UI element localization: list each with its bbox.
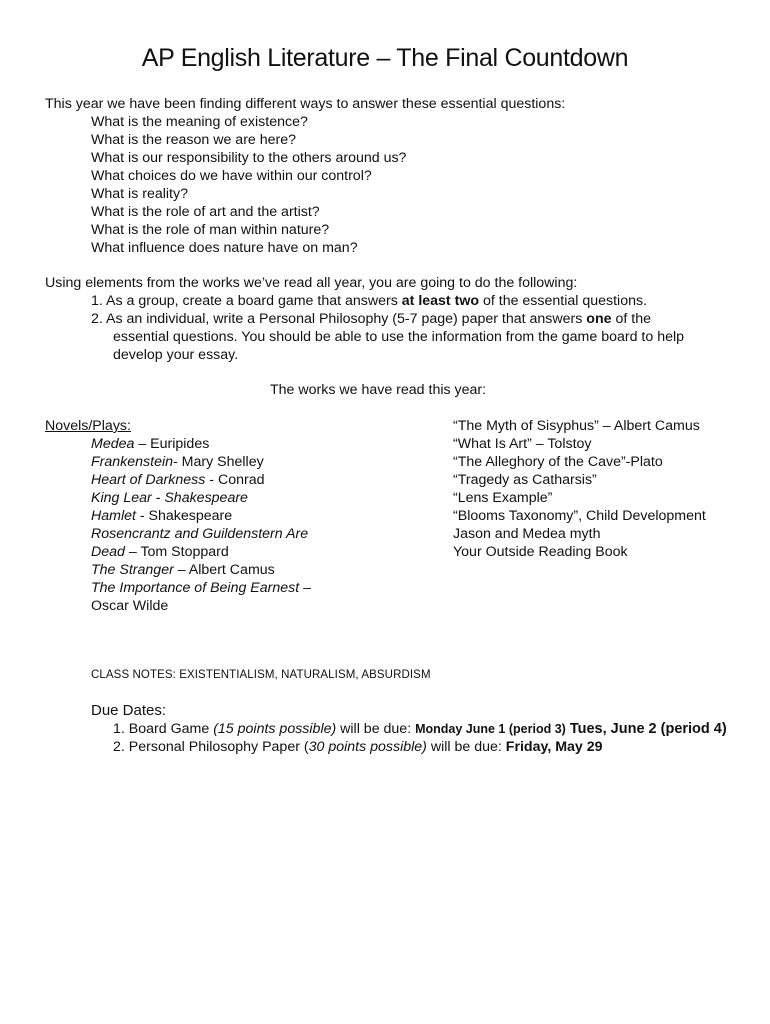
intro-text: This year we have been finding different ways to answer these essential questions:	[45, 96, 566, 112]
question-item: What is the reason we are here?	[91, 132, 297, 148]
novel-author: - Conrad	[205, 472, 265, 488]
task-text: of the essential questions.	[479, 293, 648, 309]
novel-author: – Euripides	[134, 436, 210, 452]
novel-author: – Albert Camus	[173, 562, 275, 578]
due-text: Personal Philosophy Paper (	[128, 739, 309, 755]
novel-author: – Tom Stoppard	[124, 544, 229, 560]
question-item: What choices do we have within our control?	[91, 168, 372, 184]
task-text: As a group, create a board game that answers	[106, 293, 402, 309]
due-points: 30 points possible)	[308, 739, 427, 755]
novel-title: Rosencrantz and Guildenstern Are	[91, 526, 309, 542]
task-number: 2.	[91, 311, 103, 327]
task-emphasis: one	[586, 311, 612, 327]
novel-title: Hamlet	[91, 508, 136, 524]
novel-author: Oscar Wilde	[91, 598, 169, 614]
novel-item	[91, 561, 275, 579]
due-date-small: Monday June 1 (period 3)	[415, 722, 566, 736]
due-date: Tues, June 2 (period 4)	[565, 721, 727, 737]
due-text: will be due:	[336, 721, 416, 737]
other-work-item: “The Alleghory of the Cave”-Plato	[453, 454, 663, 470]
instructions-text: Using elements from the works we’ve read all year, you are going to do the following:	[45, 275, 578, 291]
question-item: What is our responsibility to the others around us?	[91, 150, 407, 166]
novel-item	[91, 471, 264, 489]
question-item: What is reality?	[91, 186, 188, 202]
due-number: 2.	[113, 739, 125, 755]
task-emphasis: at least two	[401, 293, 480, 309]
novel-item	[91, 489, 248, 507]
due-date: Friday, May 29	[505, 739, 603, 755]
novel-item	[91, 597, 168, 615]
question-item: What is the role of art and the artist?	[91, 204, 320, 220]
novel-item	[91, 435, 209, 453]
task-item-2	[91, 310, 651, 328]
other-work-item: “Blooms Taxonomy”, Child Development	[453, 508, 706, 524]
other-work-item: “The Myth of Sisyphus” – Albert Camus	[453, 418, 700, 434]
due-text: Board Game	[128, 721, 214, 737]
novel-title: Frankenstein	[91, 454, 174, 470]
task-number: 1.	[91, 293, 103, 309]
novel-item	[91, 543, 229, 561]
novel-author: –	[299, 580, 312, 596]
task-item-2-cont: essential questions. You should be able to use the information from the game board to help	[113, 329, 685, 345]
task-item-2-cont: develop your essay.	[113, 347, 239, 363]
task-text: of the	[611, 311, 651, 327]
novel-title: The Importance of Being Earnest	[91, 580, 300, 596]
other-work-item: “What Is Art” – Tolstoy	[453, 436, 592, 452]
novel-title: King Lear - Shakespeare	[91, 490, 248, 506]
novel-author: - Mary Shelley	[173, 454, 264, 470]
due-points: (15 points possible)	[213, 721, 337, 737]
due-item-2	[113, 738, 603, 756]
task-text: As an individual, write a Personal Philosophy (5-7 page) paper that answers	[106, 311, 587, 327]
task-item-1	[91, 292, 647, 310]
novel-item	[91, 453, 264, 471]
novel-title: Heart of Darkness	[91, 472, 206, 488]
other-work-item: Jason and Medea myth	[453, 526, 601, 542]
question-item: What is the role of man within nature?	[91, 222, 330, 238]
novel-item	[91, 507, 232, 525]
novels-heading: Novels/Plays:	[45, 418, 131, 434]
novel-title: Medea	[91, 436, 135, 452]
works-heading: The works we have read this year:	[270, 382, 487, 398]
novel-title: Dead	[91, 544, 125, 560]
other-work-item: “Tragedy as Catharsis”	[453, 472, 597, 488]
novel-title: The Stranger	[91, 562, 174, 578]
other-work-item: “Lens Example”	[453, 490, 553, 506]
class-notes: CLASS NOTES: EXISTENTIALISM, NATURALISM, ABSURDISM	[91, 669, 431, 681]
due-item-1	[113, 720, 727, 738]
due-text: will be due:	[426, 739, 506, 755]
due-dates-heading: Due Dates:	[91, 702, 167, 719]
novel-item	[91, 525, 308, 543]
novel-item	[91, 579, 311, 597]
other-work-item: Your Outside Reading Book	[453, 544, 628, 560]
document-title: AP English Literature – The Final Countdown	[141, 44, 629, 72]
question-item: What is the meaning of existence?	[91, 114, 308, 130]
due-number: 1.	[113, 721, 125, 737]
question-item: What influence does nature have on man?	[91, 240, 358, 256]
novel-author: - Shakespeare	[135, 508, 233, 524]
